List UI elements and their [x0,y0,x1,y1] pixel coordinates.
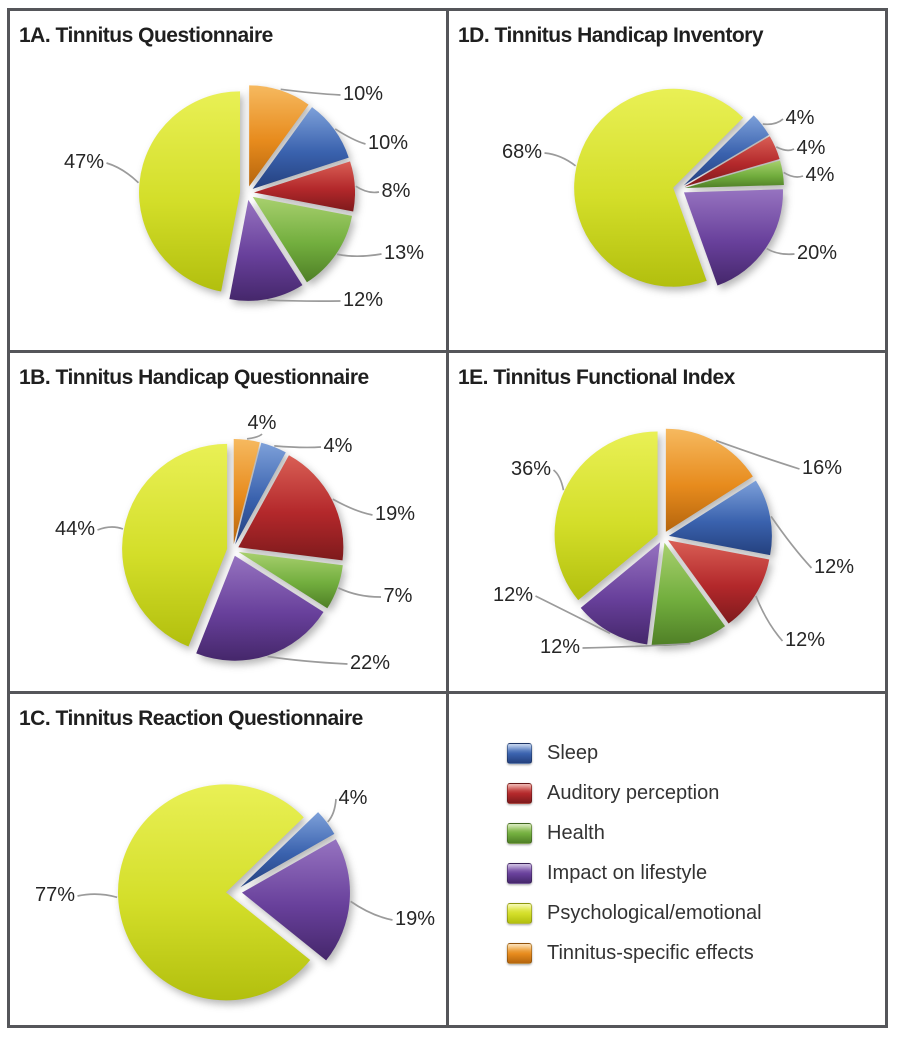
figure-grid [7,8,888,1028]
panel-1e-title: 1E. Tinnitus Functional Index [458,366,735,389]
legend-label-psychological_emotional: Psychological/emotional [547,901,762,924]
leader-line [274,446,321,448]
leader-line [554,470,564,490]
percent-label-tinnitus_specific_effects: 16% [801,457,843,479]
panel-1a-title: 1A. Tinnitus Questionnaire [19,24,273,47]
leader-line [107,163,139,183]
legend-chip-sleep [507,743,532,764]
leader-line [328,799,336,822]
legend-chip-health [507,823,532,844]
leader-line [756,596,783,641]
percent-label-impact_on_lifestyle: 20% [796,242,838,264]
legend-label-impact_on_lifestyle: Impact on lifestyle [547,861,708,884]
leader-line [356,186,379,192]
panel-1c [10,694,446,1025]
leader-line [776,147,794,150]
percent-label-psychological_emotional: 68% [501,141,543,163]
legend-label-health: Health [547,821,605,844]
leader-line [78,894,118,897]
percent-label-sleep: 12% [813,556,855,578]
legend [507,742,762,982]
panel-1e [449,353,885,691]
leader-line [247,434,262,439]
legend-item-psychological_emotional [507,902,762,924]
legend-item-impact_on_lifestyle [507,862,762,884]
percent-label-auditory_perception: 8% [381,180,411,202]
percent-label-sleep: 4% [785,107,815,129]
leader-line [583,644,691,648]
legend-label-sleep: Sleep [547,741,599,764]
percent-label-auditory_perception: 19% [374,503,416,525]
legend-chip-auditory_perception [507,783,532,804]
percent-label-psychological_emotional: 47% [63,151,105,173]
panel-1c-title: 1C. Tinnitus Reaction Questionnaire [19,707,363,730]
leader-line [333,499,373,515]
legend-item-sleep [507,742,762,764]
panel-1a [10,11,446,350]
pie-chart-1a [10,11,446,350]
pie-chart-1c [10,694,446,1025]
pie-chart-1b [10,353,446,691]
percent-label-health: 4% [805,164,835,186]
panel-1b [10,353,446,691]
leader-line [351,901,393,920]
legend-item-health [507,822,762,844]
leader-line [267,300,340,301]
legend-item-auditory_perception [507,782,762,804]
percent-label-psychological_emotional: 36% [510,458,552,480]
leader-line [98,527,123,530]
pie-chart-1e [449,353,885,691]
legend-label-tinnitus_specific_effects: Tinnitus-specific effects [547,941,754,964]
percent-label-sleep: 4% [323,435,353,457]
percent-label-tinnitus_specific_effects: 10% [342,83,384,105]
legend-item-tinnitus_specific_effects [507,942,762,964]
panel-legend [449,694,885,1025]
leader-line [771,516,811,568]
pie-chart-1d [449,11,885,350]
leader-line [545,153,576,166]
percent-label-impact_on_lifestyle: 22% [349,652,391,674]
panel-1d [449,11,885,350]
legend-chip-psychological_emotional [507,903,532,924]
legend-label-auditory_perception: Auditory perception [547,781,720,804]
percent-label-impact_on_lifestyle: 19% [394,908,436,930]
leader-line [784,172,803,177]
pie-slice-psychological_emotional [139,91,240,291]
leader-line [338,588,381,597]
percent-label-health: 12% [539,636,581,658]
legend-chip-impact_on_lifestyle [507,863,532,884]
percent-label-psychological_emotional: 77% [34,884,76,906]
percent-label-impact_on_lifestyle: 12% [342,289,384,311]
legend-chip-tinnitus_specific_effects [507,943,532,964]
panel-1d-title: 1D. Tinnitus Handicap Inventory [458,24,763,47]
percent-label-auditory_perception: 4% [796,137,826,159]
leader-line [763,119,783,124]
percent-label-health: 13% [383,242,425,264]
panel-1b-title: 1B. Tinnitus Handicap Questionnaire [19,366,369,389]
percent-label-sleep: 10% [367,132,409,154]
leader-line [268,657,348,664]
percent-label-auditory_perception: 12% [784,629,826,651]
leader-line [337,254,381,256]
leader-line [767,249,795,255]
percent-label-sleep: 4% [338,787,368,809]
percent-label-tinnitus_specific_effects: 4% [247,412,277,434]
percent-label-health: 7% [383,585,413,607]
percent-label-psychological_emotional: 44% [54,518,96,540]
percent-label-impact_on_lifestyle: 12% [492,584,534,606]
